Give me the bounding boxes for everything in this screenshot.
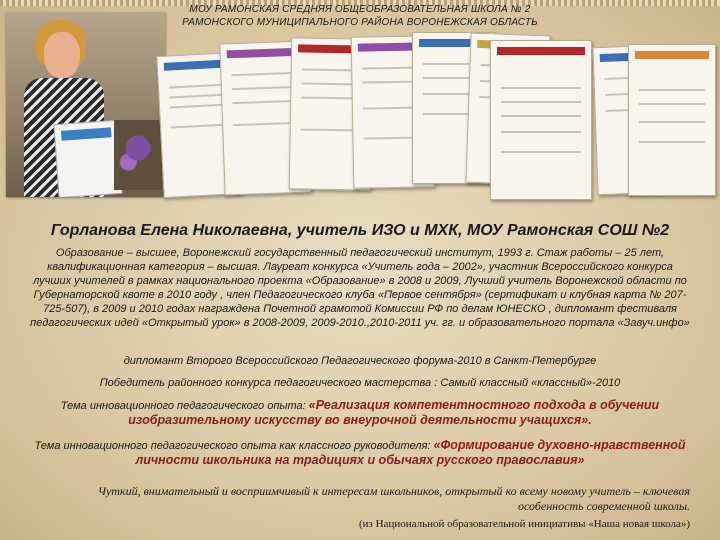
diplomas-strip bbox=[150, 24, 715, 204]
education-paragraph: Образование – высшее, Воронежский государственный педагогический институт, 1993 г. Стаж работы – 25 лет, квалификационная категория – высшая. Лауреат конкурса «Учитель года – 2002», участник Всероссийского конкурса лучших учителей в рамках национального проекта «Образование» в 2008 и 2009, Лучший учитель Воронежской области по Губернаторской квоте в 2010 году , член Педагогического клуба «Первое сентября» (сертификат и клубная карта № 207-725-507), в 2009 и 2010 годах награждена Почетной грамотой Комиссии РФ по делам ЮНЕСКО , дипломант фестиваля педагогических идей «Открытый урок» в 2008-2009, 2009-2010.,2010-2011 уч. гг. и образовательного портала «Завуч.инфо» bbox=[30, 247, 690, 329]
school-district-line: РАМОНСКОГО МУНИЦИПАЛЬНОГО РАЙОНА ВОРОНЕЖСКАЯ ОБЛАСТЬ bbox=[182, 17, 538, 28]
theme-2-value: «Формирование духовно-нравственной личности школьника на традициях и обычаях русского православия» bbox=[135, 438, 686, 467]
school-name-line: МОУ РАМОНСКАЯ СРЕДНЯЯ ОБЩЕОБРАЗОВАТЕЛЬНАЯ ШКОЛА № 2 bbox=[189, 4, 531, 15]
quote-source: (из Национальной образовательной инициативы «Наша новая школа») bbox=[358, 518, 690, 530]
theme-2-label: Тема инновационного педагогического опыта как классного руководителя: bbox=[34, 440, 431, 452]
theme-1 bbox=[30, 398, 690, 428]
quote: Чуткий, внимательный и восприимчивый к интересам школьников, открытый ко всему новому учитель – ключевая особенность современной школы. bbox=[97, 484, 690, 513]
held-certificate bbox=[53, 120, 122, 197]
diploma bbox=[490, 40, 592, 200]
forum-line: дипломант Второго Всероссийского Педагогического форума-2010 в Санкт-Петербурге bbox=[123, 355, 597, 367]
teacher-info bbox=[30, 212, 690, 532]
theme-1-label: Тема инновационного педагогического опыта: bbox=[60, 400, 306, 412]
teacher-photo bbox=[6, 12, 166, 197]
diploma bbox=[628, 44, 716, 196]
theme-1-value: «Реализация компетентностного подхода в обучении изобразительному искусству во внеурочной деятельности учащихся». bbox=[128, 398, 660, 427]
winner-line: Победитель районного конкурса педагогического мастерства : Самый классный «классный»-2010 bbox=[99, 377, 621, 389]
theme-2 bbox=[30, 438, 690, 468]
teacher-name-title: Горланова Елена Николаевна, учитель ИЗО и МХК, МОУ Рамонская СОШ №2 bbox=[50, 222, 670, 239]
